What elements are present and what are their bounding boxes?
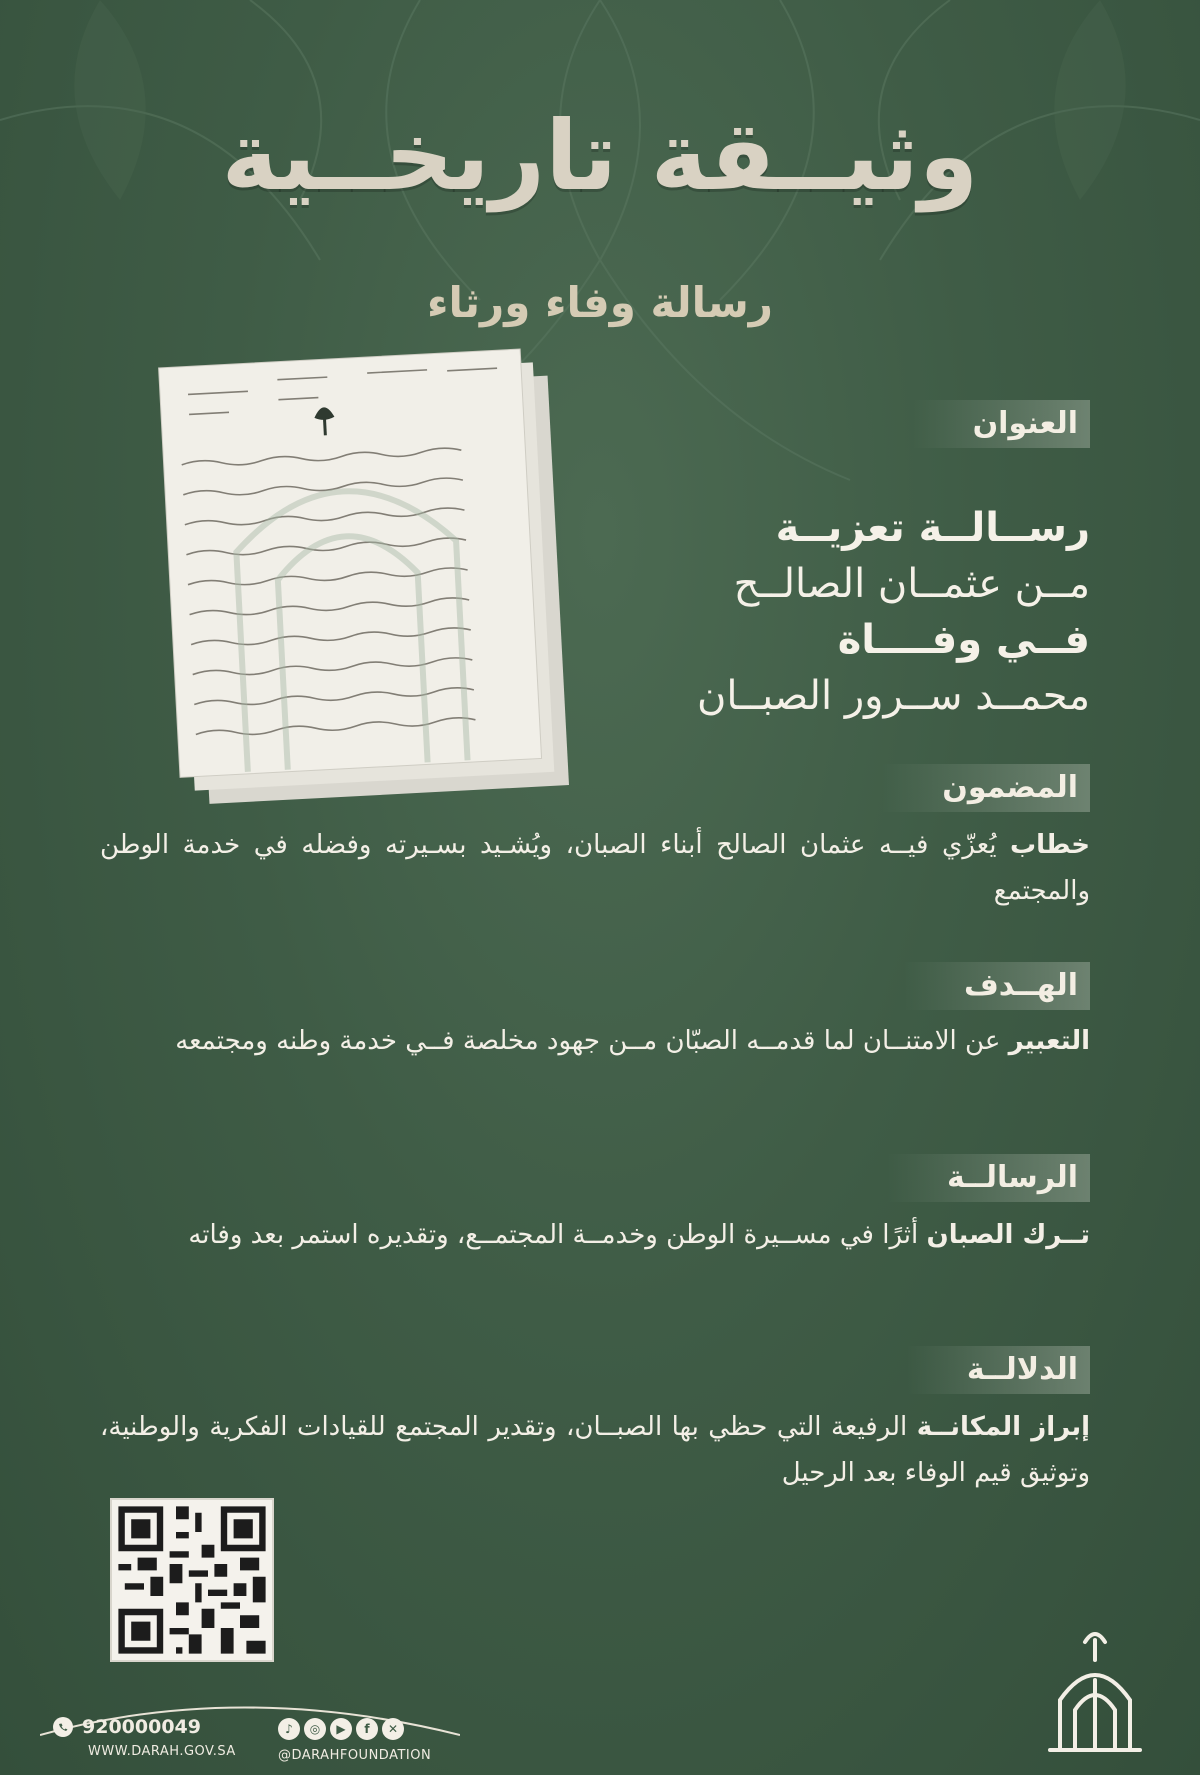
goal-paragraph xyxy=(100,1018,1090,1064)
tiktok-icon[interactable]: ♪ xyxy=(278,1718,300,1740)
section-label-significance: الدلالــة xyxy=(907,1346,1090,1394)
darah-logo-icon xyxy=(1040,1620,1150,1760)
title-line-3: فــي وفــــاة xyxy=(837,617,1090,663)
social-links xyxy=(278,1718,431,1763)
social-handle[interactable]: @DARAHFOUNDATION xyxy=(278,1748,432,1763)
contact-info xyxy=(52,1716,236,1759)
page-subtitle: رسالة وفاء ورثاء xyxy=(427,278,773,327)
title-line-2: مــن عثمــان الصالــح xyxy=(733,561,1090,607)
whatsapp-icon[interactable] xyxy=(52,1716,74,1738)
significance-lead: إبراز المكانــة xyxy=(916,1412,1090,1442)
content-lead: خطاب xyxy=(1010,830,1091,860)
section-label-goal: الهــدف xyxy=(904,962,1090,1010)
section-label-title: العنوان xyxy=(913,400,1090,448)
message-text: أثرًا في مســيرة الوطن وخدمــة المجتمــع، وتقديره استمر بعد وفاته xyxy=(188,1220,919,1250)
title-line-1: رســالــة تعزيــة xyxy=(775,505,1090,551)
significance-paragraph xyxy=(100,1404,1090,1496)
message-lead: تــرك الصبان xyxy=(926,1220,1090,1250)
document-title-block xyxy=(530,500,1090,724)
goal-text: عن الامتنــان لما قدمــه الصبّان مــن جهود مخلصة فــي خدمة وطنه ومجتمعه xyxy=(175,1026,1001,1056)
goal-lead: التعبير xyxy=(1008,1026,1090,1056)
facebook-icon[interactable]: f xyxy=(356,1718,378,1740)
website-link[interactable]: WWW.DARAH.GOV.SA xyxy=(88,1744,236,1759)
instagram-icon[interactable]: ◎ xyxy=(304,1718,326,1740)
youtube-icon[interactable]: ▶ xyxy=(330,1718,352,1740)
qr-code[interactable] xyxy=(110,1498,274,1662)
content-paragraph xyxy=(100,822,1090,914)
section-label-content: المضمون xyxy=(882,764,1090,812)
x-icon[interactable]: ✕ xyxy=(382,1718,404,1740)
significance-text: الرفيعة التي حظي بها الصبــان، وتقدير المجتمع للقيادات الفكرية والوطنية، وتوثيق قيم الوفاء بعد الرحيل xyxy=(100,1412,1090,1488)
historical-document-image xyxy=(158,345,588,815)
content-text: يُعزّي فيــه عثمان الصالح أبناء الصبان، ويُشـيد بسـيرته وفضله في خدمة الوطن والمجتمع xyxy=(100,830,1090,906)
title-line-4: محمــد ســرور الصبــان xyxy=(697,673,1090,719)
message-paragraph xyxy=(100,1212,1090,1258)
phone-number[interactable]: 920000049 xyxy=(82,1716,201,1738)
page-title: وثيــقة تاريخــية xyxy=(221,100,979,212)
section-label-message: الرسالــة xyxy=(887,1154,1090,1202)
